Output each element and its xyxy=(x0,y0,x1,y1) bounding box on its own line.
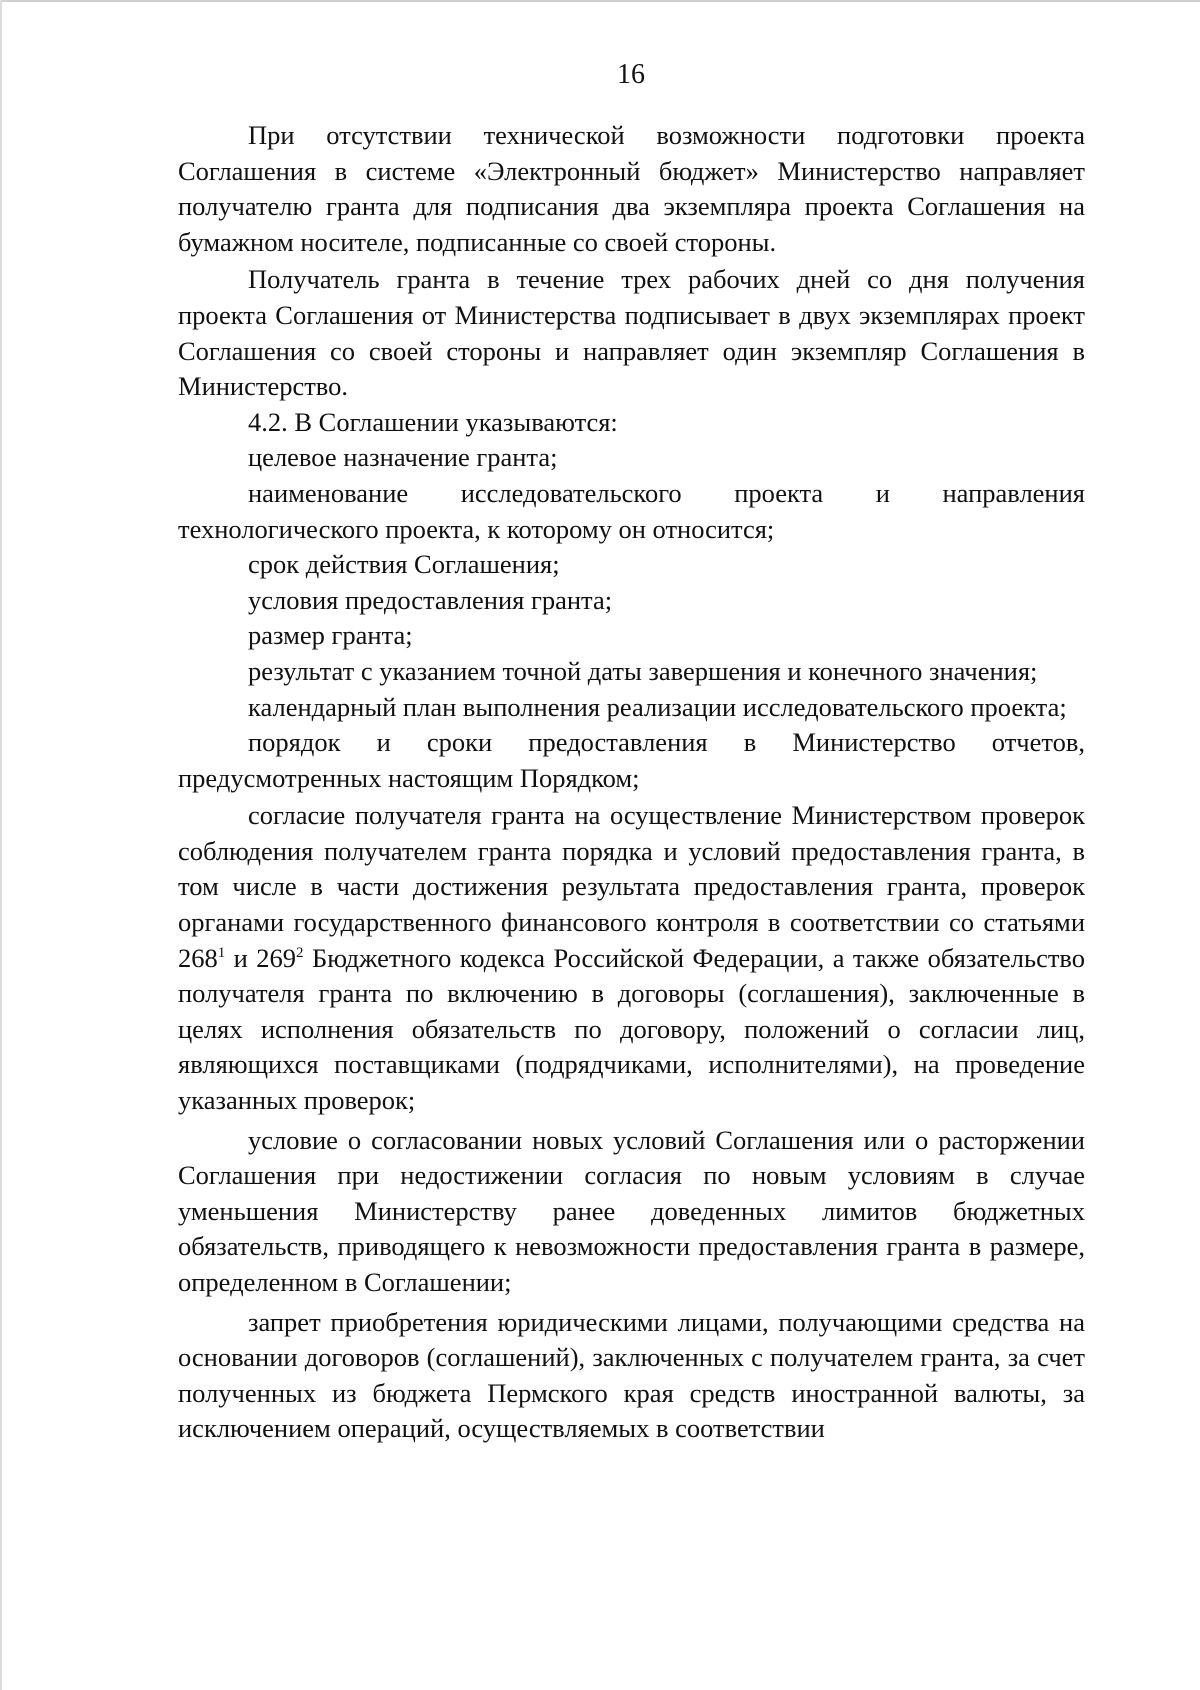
list-item-amount: размер гранта; xyxy=(248,620,413,651)
scan-edge-top xyxy=(0,0,1200,2)
consent-text-end: Бюджетного кодекса Российской Федерации, а также обязательство получателя гранта по включению в договоры (соглашения), заключенные в целях исполнения обязательств по договору, положений о согласии лиц, являющихся поставщиками (подрядчиками, исполнителями), на проведение указанных проверок; xyxy=(178,942,1085,1116)
list-item-result: результат с указанием точной даты завершения и конечного значения; xyxy=(248,655,1038,686)
page-number: 16 xyxy=(617,59,645,90)
paragraph-2: Получатель гранта в течение трех рабочих дней со дня получения проекта Соглашения от Министерства подписывает в двух экземплярах проект Соглашения со своей стороны и направляет один экземпляр Соглашения в Министерство. xyxy=(178,264,1085,402)
list-item-term: срок действия Соглашения; xyxy=(248,549,560,580)
scan-edge-left xyxy=(0,0,2,1690)
list-item-consent xyxy=(178,798,1085,1118)
consent-text-start: согласие получателя гранта на осуществление Министерством проверок соблюдения получателем гранта порядка и условий предоставления гранта, в том числе в части достижения результата предоставления гранта, проверок органами государственного финансового контроля в соответствии со статьями 268 xyxy=(178,800,1085,973)
superscript-1: 1 xyxy=(217,944,226,961)
list-item-new-conditions: условие о согласовании новых условий Соглашения или о расторжении Соглашения при недостижении согласия по новым условиям в случае уменьшения Министерству ранее доведенных лимитов бюджетных обязательств, приводящего к невозможности предоставления гранта в размере, определенном в Соглашении; xyxy=(178,1124,1085,1297)
list-item-reports: порядок и сроки предоставления в Министерство отчетов, предусмотренных настоящим Порядком; xyxy=(178,727,1085,793)
list-item-conditions: условия предоставления гранта; xyxy=(248,584,613,615)
paragraph-1: При отсутствии технической возможности подготовки проекта Соглашения в системе «Электронный бюджет» Министерство направляет получателю гранта для подписания два экземпляра проекта Соглашения на бумажном носителе, подписанные со своей стороны. xyxy=(178,120,1085,257)
document-body xyxy=(178,118,1085,1447)
consent-text-middle: и 269 xyxy=(225,942,297,973)
superscript-2: 2 xyxy=(296,944,304,961)
list-item-project-name: наименование исследовательского проекта и направления технологического проекта, к которому он относится; xyxy=(178,477,1085,544)
list-item-calendar-plan: календарный план выполнения реализации исследовательского проекта; xyxy=(248,691,1067,722)
paragraph-section-4-2: 4.2. В Соглашении указываются: xyxy=(248,406,618,437)
list-item-purpose: целевое назначение гранта; xyxy=(248,442,558,473)
list-item-currency-ban: запрет приобретения юридическими лицами, получающими средства на основании договоров (соглашений), заключенных с получателем гранта, за счет полученных из бюджета Пермского края средств иностранной валюты, за исключением операций, осуществляемых в соответствии xyxy=(178,1306,1085,1444)
